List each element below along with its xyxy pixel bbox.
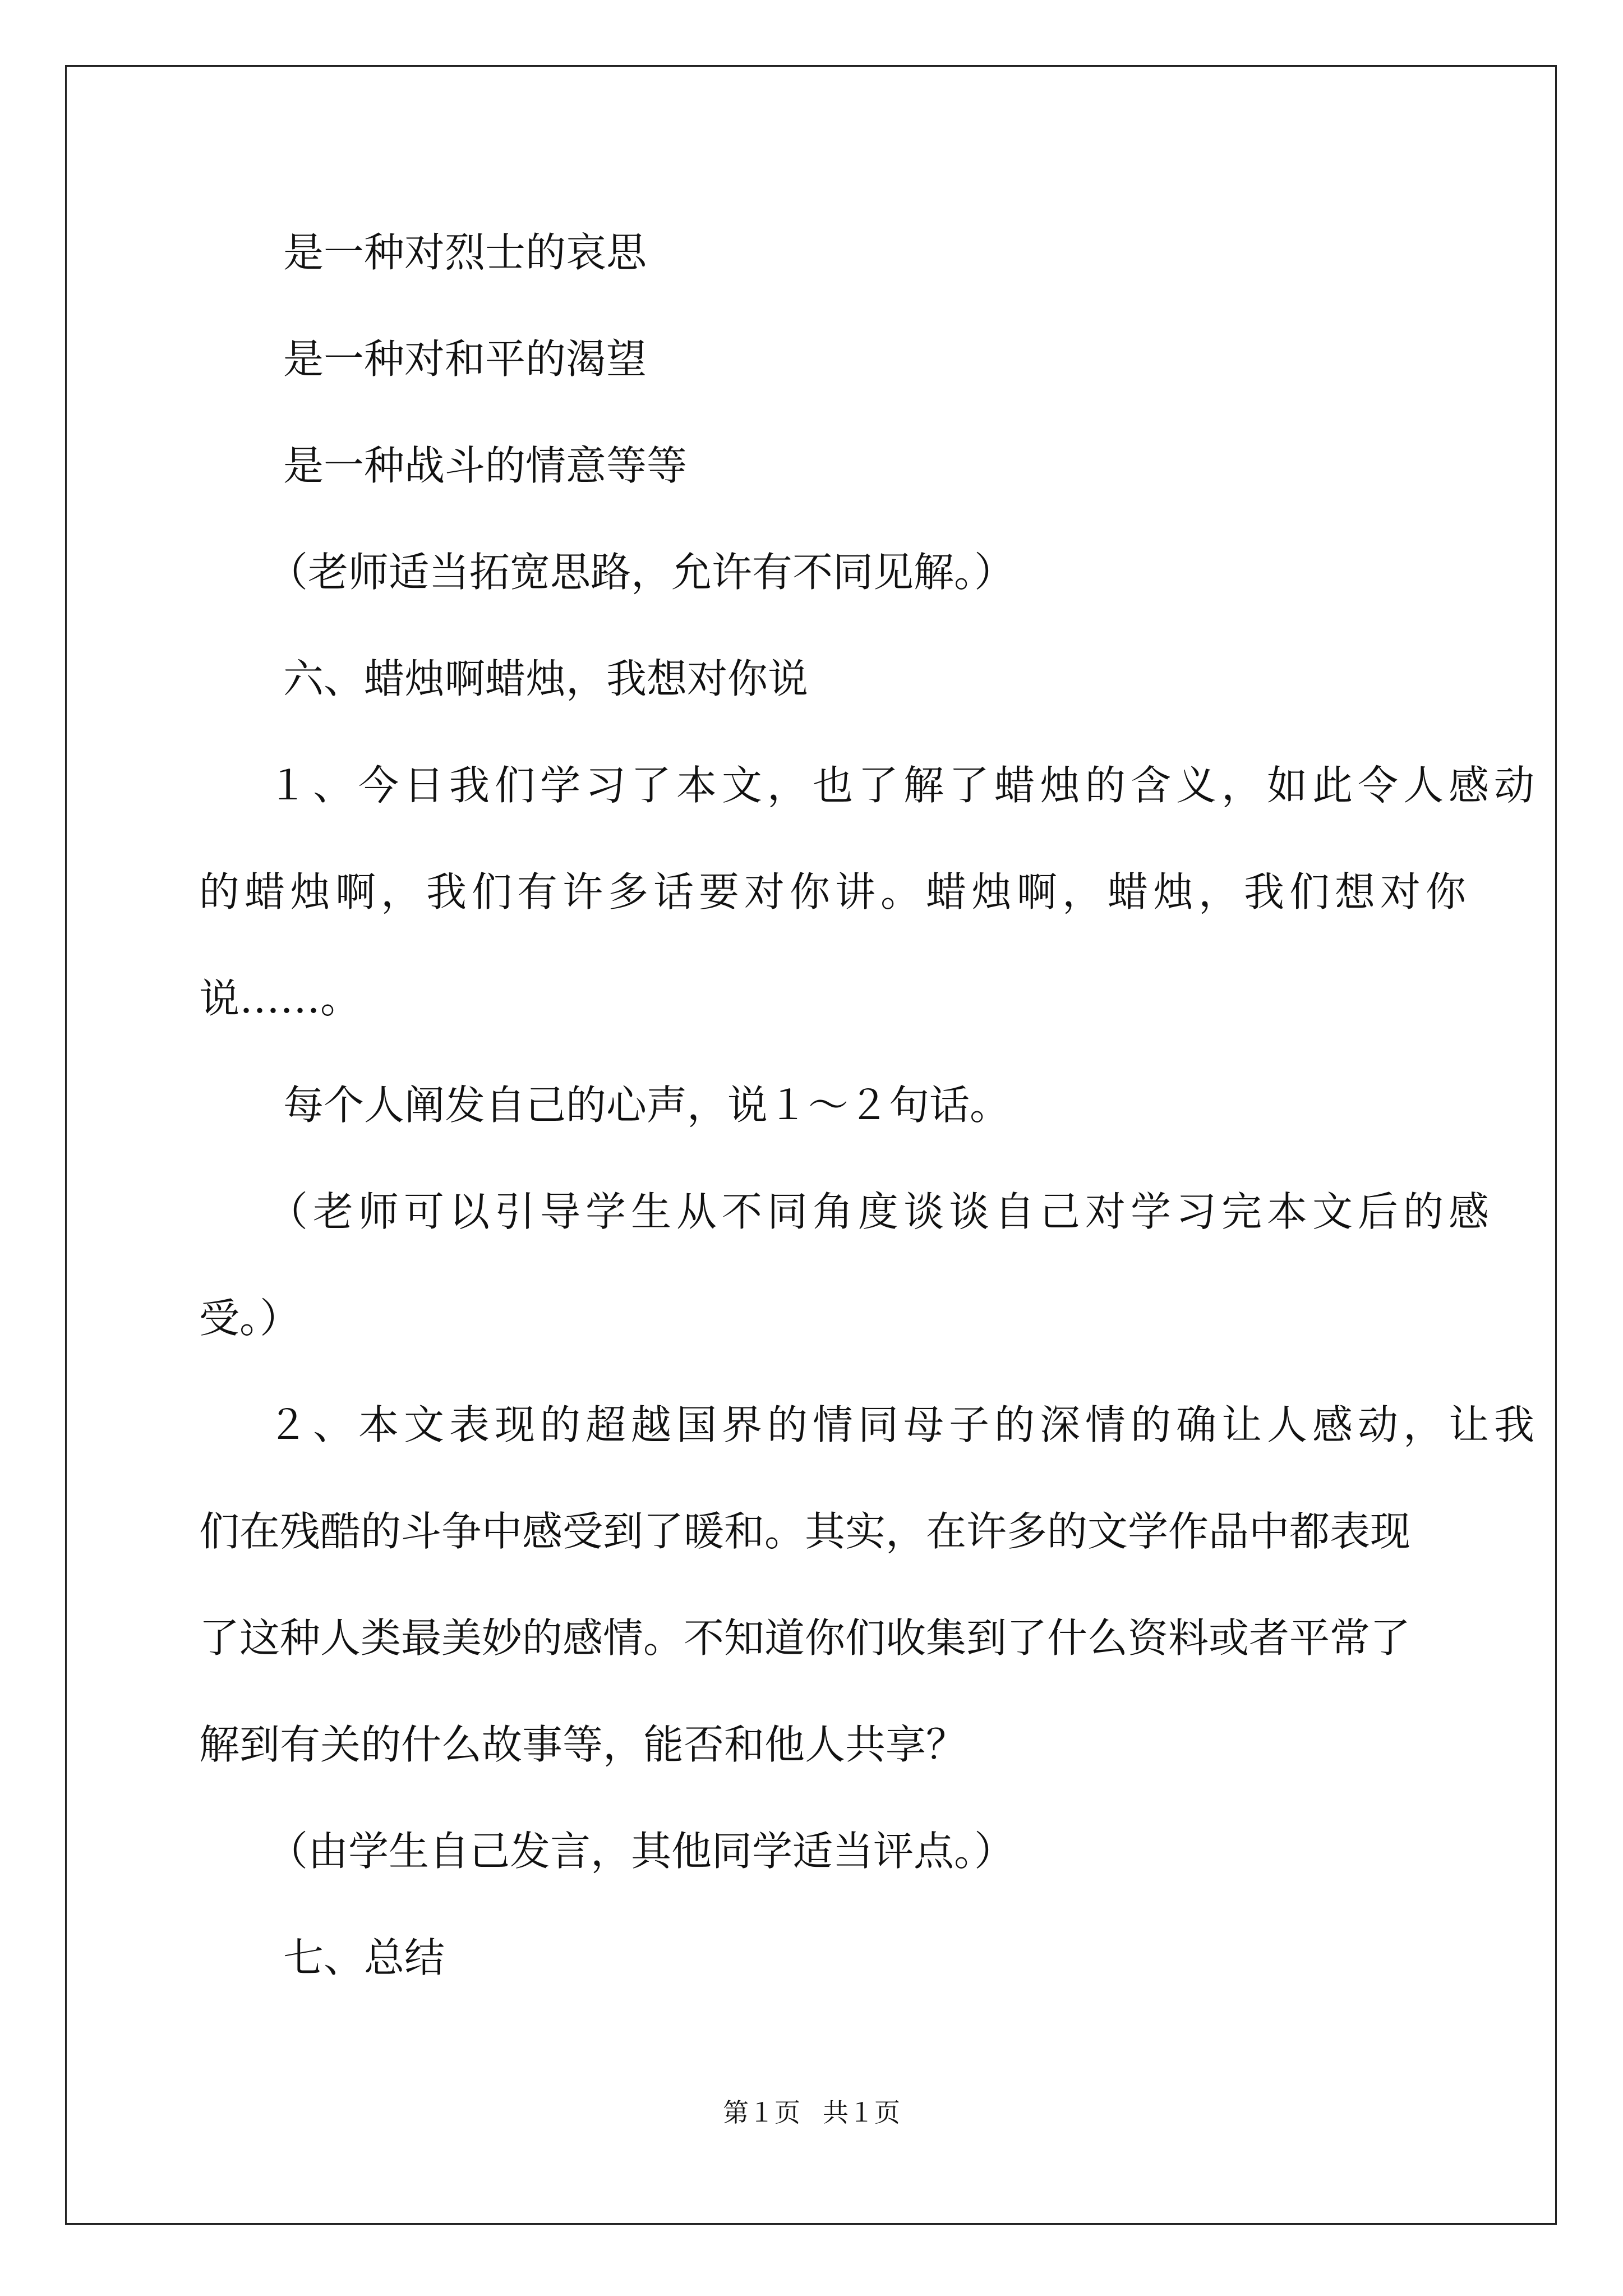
- text-line: 解到有关的什么故事等，能否和他人共享？: [199, 1721, 967, 1768]
- text-line: 是一种战斗的情意等等: [283, 442, 688, 489]
- text-line: 了这种人类最美妙的感情。不知道你们收集到了什么资料或者平常了: [199, 1614, 1411, 1662]
- text-line: （老师可以引导学生从不同角度谈谈自己对学习完本文后的感: [268, 1188, 1495, 1235]
- text-line: 说……。: [199, 975, 361, 1022]
- page-footer: [0, 2096, 1623, 2129]
- text-line: （由学生自己发言，其他同学适当评点。）: [268, 1828, 1015, 1875]
- page-border: [65, 65, 1557, 2225]
- text-line: 的蜡烛啊，我们有许多话要对你讲。蜡烛啊，蜡烛，我们想对你: [199, 868, 1472, 915]
- text-line: 每个人阐发自己的心声，说１～２句话。: [283, 1082, 1011, 1129]
- section-heading: 六、蜡烛啊蜡烛，我想对你说: [283, 655, 809, 702]
- text-line: （老师适当拓宽思路，允许有不同见解。）: [268, 549, 1015, 596]
- text-line: 受。）: [199, 1295, 301, 1342]
- page-number: 第１页: [723, 2097, 800, 2128]
- text-line: 是一种对烈士的哀思: [283, 229, 647, 276]
- page-total: 共１页: [823, 2097, 900, 2128]
- text-line: 们在残酷的斗争中感受到了暖和。其实，在许多的文学作品中都表现: [199, 1508, 1411, 1555]
- text-line: １、今日我们学习了本文，也了解了蜡烛的含义，如此令人感动: [268, 762, 1540, 809]
- section-heading: 七、总结: [283, 1934, 445, 1981]
- text-line: ２、本文表现的超越国界的情同母子的深情的确让人感动，让我: [268, 1401, 1540, 1448]
- text-line: 是一种对和平的渴望: [283, 335, 647, 383]
